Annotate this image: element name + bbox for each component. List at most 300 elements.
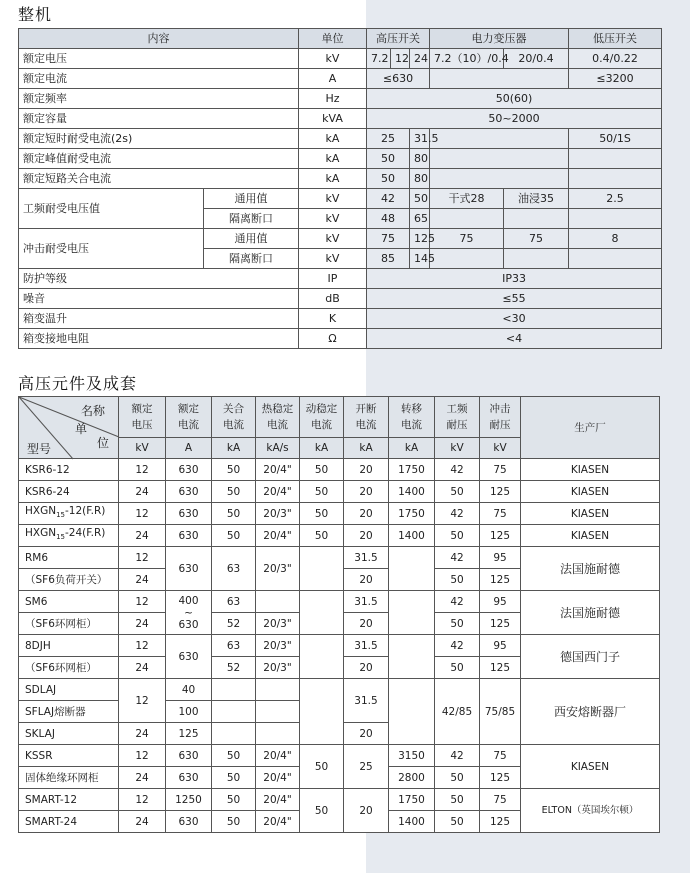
table-row — [19, 745, 660, 767]
table-cell: RM6 — [19, 547, 119, 569]
table-cell: kV — [299, 229, 367, 249]
table-cell — [389, 679, 435, 745]
table-cell: 1250 — [166, 789, 212, 811]
table-cell — [569, 149, 662, 169]
table-cell: 箱变温升 — [19, 309, 299, 329]
table-cell — [300, 635, 344, 679]
table-cell: kV — [435, 438, 480, 459]
table-cell: 20/3" — [256, 613, 300, 635]
table-cell: 20/4" — [256, 481, 300, 503]
table-cell: SM6 — [19, 591, 119, 613]
table-cell: 50 — [435, 657, 480, 679]
table-cell: 630 — [166, 635, 212, 679]
table-cell: 630 — [166, 503, 212, 525]
table-cell: ≤630 — [367, 69, 430, 89]
table-cell — [504, 249, 569, 269]
table-cell: A — [299, 69, 367, 89]
table-cell: 12 — [119, 503, 166, 525]
table-row — [19, 789, 660, 811]
table-row — [19, 129, 662, 149]
table-cell: 63 — [212, 635, 256, 657]
table-cell: 8DJH — [19, 635, 119, 657]
table-cell: 20 — [344, 503, 389, 525]
table-cell: 20/0.4 — [504, 49, 569, 69]
table-cell: IP — [299, 269, 367, 289]
table-cell: 75 — [480, 745, 521, 767]
table-cell: 63 — [212, 547, 256, 591]
table-cell: 24 — [410, 49, 430, 69]
table-cell: 65 — [410, 209, 430, 229]
table-cell: 80 — [410, 149, 430, 169]
table-cell: 2.5 — [569, 189, 662, 209]
table-cell: 24 — [119, 569, 166, 591]
table-cell: 75 — [504, 229, 569, 249]
table-cell: 50 — [212, 811, 256, 833]
table-cell: 50 — [410, 189, 430, 209]
table-cell: 20/3" — [256, 657, 300, 679]
table-cell: 630 — [166, 481, 212, 503]
table-cell: 42 — [367, 189, 410, 209]
table-cell: 3150 — [389, 745, 435, 767]
table-cell: A — [166, 438, 212, 459]
table-cell: 630 — [166, 547, 212, 591]
table-row — [19, 525, 660, 547]
table-cell: 额定电流 — [19, 69, 299, 89]
table-cell — [430, 69, 569, 89]
table-cell: 125 — [480, 481, 521, 503]
table-cell — [256, 723, 300, 745]
header-transformer: 电力变压器 — [430, 29, 569, 49]
table-cell: 额定容量 — [19, 109, 299, 129]
table-cell: 75 — [480, 503, 521, 525]
table-cell: 25 — [344, 745, 389, 789]
table-cell: 20 — [344, 789, 389, 833]
table-cell — [256, 701, 300, 723]
table-cell: 42 — [435, 635, 480, 657]
table-cell — [19, 525, 119, 547]
table-cell: 630 — [166, 811, 212, 833]
table-cell: 噪音 — [19, 289, 299, 309]
table-cell: IP33 — [367, 269, 662, 289]
table-cell: ≤55 — [367, 289, 662, 309]
table-cell: 12 — [119, 591, 166, 613]
table-cell: 125 — [480, 657, 521, 679]
section-title-complete-unit: 整机 — [18, 5, 53, 24]
table-cell: 1400 — [389, 525, 435, 547]
table-cell: 75 — [430, 229, 504, 249]
table-cell: 20 — [344, 525, 389, 547]
table-cell: kV — [299, 189, 367, 209]
table-cell: 8 — [569, 229, 662, 249]
table-cell: KIASEN — [521, 503, 660, 525]
section-title-hv-components: 高压元件及成套 — [18, 374, 138, 393]
table-cell — [212, 701, 256, 723]
table-cell: 42 — [435, 591, 480, 613]
corner-name-label: 名称 — [81, 404, 106, 418]
complete-unit-table — [18, 28, 662, 349]
table-cell: kA — [299, 149, 367, 169]
table-cell: Ω — [299, 329, 367, 349]
table-cell: kVA — [299, 109, 367, 129]
table-cell: SDLAJ — [19, 679, 119, 701]
table-cell: 干式28 — [430, 189, 504, 209]
table-row — [19, 289, 662, 309]
table-cell: KSR6-24 — [19, 481, 119, 503]
table-cell: 95 — [480, 547, 521, 569]
table-cell: 隔离断口 — [204, 209, 299, 229]
cell-text: -12(F.R) — [65, 505, 106, 518]
table-cell — [569, 169, 662, 189]
table-cell: 20 — [344, 459, 389, 481]
table-cell: （SF6环网柜） — [19, 613, 119, 635]
table-cell: 防护等级 — [19, 269, 299, 289]
table-cell: 50 — [300, 525, 344, 547]
cell-text: 15 — [56, 533, 66, 542]
table-cell: KIASEN — [521, 481, 660, 503]
table-cell: 145 — [410, 249, 430, 269]
table-cell: 50 — [212, 503, 256, 525]
table-cell: 50 — [212, 459, 256, 481]
header-corner — [19, 397, 119, 459]
table-cell: 42 — [435, 503, 480, 525]
table-cell — [389, 591, 435, 635]
table-cell: 24 — [119, 481, 166, 503]
table-cell: 125 — [166, 723, 212, 745]
table-cell: 95 — [480, 635, 521, 657]
table-cell: 75/85 — [480, 679, 521, 745]
table-cell: 75 — [480, 459, 521, 481]
table-cell: 75 — [367, 229, 410, 249]
hv-components-table — [18, 396, 660, 833]
table-cell: 24 — [119, 811, 166, 833]
table-cell: 12 — [391, 49, 410, 69]
table-cell: 固体绝缘环网柜 — [19, 767, 119, 789]
table-cell — [300, 679, 344, 745]
table-row — [19, 149, 662, 169]
table-cell: dB — [299, 289, 367, 309]
table-cell: kA — [344, 438, 389, 459]
header-lv-switch: 低压开关 — [569, 29, 662, 49]
header-cell: 冲击 耐压 — [480, 397, 521, 438]
table-cell — [389, 635, 435, 679]
header-cell: 转移 电流 — [389, 397, 435, 438]
header-cell: 动稳定 电流 — [300, 397, 344, 438]
table-cell: kA — [299, 129, 367, 149]
table-cell — [19, 503, 119, 525]
table-cell: 工频耐受电压值 — [19, 189, 204, 229]
table-cell — [430, 149, 569, 169]
table-cell: 额定频率 — [19, 89, 299, 109]
table-cell: 额定电压 — [19, 49, 299, 69]
table-cell: 42/85 — [435, 679, 480, 745]
table-cell: 通用值 — [204, 189, 299, 209]
table-cell: 20/4" — [256, 767, 300, 789]
table-row — [19, 591, 660, 613]
table-cell: kA — [299, 169, 367, 189]
table-cell: （SF6环网柜） — [19, 657, 119, 679]
header-hv-switch: 高压开关 — [367, 29, 430, 49]
table-cell: 20/4" — [256, 459, 300, 481]
table-cell: kV — [480, 438, 521, 459]
corner-model-label: 型号 — [27, 442, 52, 456]
table-cell: 31.5 — [410, 129, 430, 149]
table-cell: 20 — [344, 657, 389, 679]
table-row — [19, 329, 662, 349]
table-cell: KIASEN — [521, 459, 660, 481]
table-cell: 50 — [212, 745, 256, 767]
table-cell: 80 — [410, 169, 430, 189]
table-cell: 额定短时耐受电流(2s) — [19, 129, 299, 149]
table-row — [19, 89, 662, 109]
table-cell: 12 — [119, 679, 166, 723]
table-cell: 52 — [212, 613, 256, 635]
table-cell: 1400 — [389, 481, 435, 503]
table-cell: 125 — [480, 613, 521, 635]
table-cell: 油浸35 — [504, 189, 569, 209]
table-row — [19, 679, 660, 701]
table-cell: 25 — [367, 129, 410, 149]
table-row — [19, 109, 662, 129]
table-row — [19, 229, 662, 249]
table-cell: 100 — [166, 701, 212, 723]
header-cell: 额定 电流 — [166, 397, 212, 438]
header-cell: 关合 电流 — [212, 397, 256, 438]
cell-text: 15 — [56, 511, 66, 520]
table-cell: 50 — [435, 481, 480, 503]
table-cell: 630 — [166, 745, 212, 767]
table-cell: 50 — [300, 789, 344, 833]
table-cell: Hz — [299, 89, 367, 109]
table-cell: kA — [212, 438, 256, 459]
table-cell: 通用值 — [204, 229, 299, 249]
table-cell — [212, 723, 256, 745]
table-cell: 24 — [119, 613, 166, 635]
table-cell: 12 — [119, 789, 166, 811]
cell-text: ~ — [184, 606, 193, 619]
table-cell: 12 — [119, 459, 166, 481]
corner-unit-label: 单 — [75, 422, 88, 436]
header-cell: 工频 耐压 — [435, 397, 480, 438]
table-cell: 50 — [212, 789, 256, 811]
cell-text: 630 — [178, 618, 199, 631]
table-row — [19, 49, 662, 69]
table-row — [19, 635, 660, 657]
table-cell: <4 — [367, 329, 662, 349]
table-cell: 50 — [435, 525, 480, 547]
table-cell: 12 — [119, 635, 166, 657]
table-cell: SKLAJ — [19, 723, 119, 745]
table-cell — [430, 209, 504, 229]
table-header-row — [19, 29, 662, 49]
table-row — [19, 459, 660, 481]
table-cell: 隔离断口 — [204, 249, 299, 269]
table-cell: 7.2（10）/0.4 — [430, 49, 504, 69]
table-cell: KIASEN — [521, 525, 660, 547]
table-cell — [256, 591, 300, 613]
table-cell: 1750 — [389, 789, 435, 811]
table-cell: 1750 — [389, 503, 435, 525]
table-cell — [430, 249, 504, 269]
table-cell: 125 — [480, 811, 521, 833]
table-cell: K — [299, 309, 367, 329]
table-cell: KIASEN — [521, 745, 660, 789]
table-cell: 20/4" — [256, 745, 300, 767]
table-cell: 24 — [119, 767, 166, 789]
table-cell: 50(60) — [367, 89, 662, 109]
table-cell: 50 — [367, 149, 410, 169]
corner-unit-label-2: 位 — [97, 436, 110, 450]
table-cell — [504, 209, 569, 229]
table-cell: 50 — [300, 481, 344, 503]
table-cell: 75 — [480, 789, 521, 811]
table-cell: 630 — [166, 767, 212, 789]
table-cell: 50 — [435, 789, 480, 811]
table-cell: 125 — [480, 569, 521, 591]
table-cell: kV — [299, 249, 367, 269]
table-cell: 125 — [480, 525, 521, 547]
table-cell: 20 — [344, 481, 389, 503]
header-cell: 开断 电流 — [344, 397, 389, 438]
table-cell: 50~2000 — [367, 109, 662, 129]
table-cell: 31.5 — [344, 679, 389, 723]
cell-text: HXGN — [25, 505, 57, 518]
table-cell: KSR6-12 — [19, 459, 119, 481]
table-cell: kA — [389, 438, 435, 459]
table-cell: 法国施耐德 — [521, 591, 660, 635]
table-cell — [430, 129, 569, 149]
header-cell: 额定 电压 — [119, 397, 166, 438]
table-cell: 50 — [435, 811, 480, 833]
table-cell: 20/4" — [256, 525, 300, 547]
table-cell — [300, 591, 344, 635]
table-cell: 50 — [300, 745, 344, 789]
table-cell: 12 — [119, 547, 166, 569]
table-cell: 20/4" — [256, 789, 300, 811]
table-cell: 42 — [435, 459, 480, 481]
table-row — [19, 69, 662, 89]
table-cell: SFLAJ熔断器 — [19, 701, 119, 723]
table-cell: （SF6负荷开关） — [19, 569, 119, 591]
table-cell — [300, 547, 344, 591]
table-cell: 50 — [435, 767, 480, 789]
table-cell: 85 — [367, 249, 410, 269]
table-cell: 1400 — [389, 811, 435, 833]
table-cell: 125 — [410, 229, 430, 249]
table-cell — [569, 249, 662, 269]
table-cell: 50 — [212, 481, 256, 503]
table-cell: 31.5 — [344, 547, 389, 569]
table-cell: 12 — [119, 745, 166, 767]
table-cell: 50/1S — [569, 129, 662, 149]
table-cell: 额定峰值耐受电流 — [19, 149, 299, 169]
table-row — [19, 547, 660, 569]
table-cell: kV — [299, 49, 367, 69]
table-cell: 7.2 — [367, 49, 391, 69]
table-cell: 630 — [166, 525, 212, 547]
header-manufacturer: 生产厂 — [521, 397, 660, 459]
table-cell: 50 — [367, 169, 410, 189]
table-cell: SMART-24 — [19, 811, 119, 833]
table-cell: 50 — [435, 613, 480, 635]
table-cell: 0.4/0.22 — [569, 49, 662, 69]
table-cell: 31.5 — [344, 635, 389, 657]
table-cell: 20 — [344, 613, 389, 635]
table-cell: 24 — [119, 657, 166, 679]
table-cell: 20/4" — [256, 811, 300, 833]
table-row — [19, 269, 662, 289]
table-cell: 630 — [166, 459, 212, 481]
table-row — [19, 169, 662, 189]
table-cell — [430, 169, 569, 189]
table-cell — [212, 679, 256, 701]
table-cell: 20 — [344, 723, 389, 745]
table-header-row — [19, 397, 660, 438]
table-cell: 1750 — [389, 459, 435, 481]
table-cell — [166, 591, 212, 635]
table-cell: kA — [300, 438, 344, 459]
table-cell: kV — [299, 209, 367, 229]
cell-text: 400 — [178, 594, 199, 607]
table-cell — [256, 679, 300, 701]
table-cell: 40 — [166, 679, 212, 701]
table-cell: 20/3" — [256, 547, 300, 591]
table-cell: 24 — [119, 723, 166, 745]
table-cell: kA/s — [256, 438, 300, 459]
table-cell: 20/3" — [256, 635, 300, 657]
table-row — [19, 481, 660, 503]
table-cell: 额定短路关合电流 — [19, 169, 299, 189]
table-cell: 箱变接地电阻 — [19, 329, 299, 349]
table-cell: 法国施耐德 — [521, 547, 660, 591]
header-content: 内容 — [19, 29, 299, 49]
table-cell: SMART-12 — [19, 789, 119, 811]
header-cell: 热稳定 电流 — [256, 397, 300, 438]
cell-text: HXGN — [25, 527, 57, 540]
table-cell: 63 — [212, 591, 256, 613]
table-cell — [569, 209, 662, 229]
table-cell: ≤3200 — [569, 69, 662, 89]
table-cell: 31.5 — [344, 591, 389, 613]
table-cell: 50 — [300, 459, 344, 481]
cell-text: -24(F.R) — [65, 527, 106, 540]
table-cell: <30 — [367, 309, 662, 329]
table-cell: 125 — [480, 767, 521, 789]
table-cell: 48 — [367, 209, 410, 229]
table-cell: 德国西门子 — [521, 635, 660, 679]
table-cell — [389, 547, 435, 591]
table-cell: 20 — [344, 569, 389, 591]
header-unit: 单位 — [299, 29, 367, 49]
table-cell: 52 — [212, 657, 256, 679]
table-cell: 50 — [212, 767, 256, 789]
table-cell: 24 — [119, 525, 166, 547]
table-cell: 50 — [212, 525, 256, 547]
table-cell: ELTON（英国埃尔顿） — [521, 789, 660, 833]
table-cell: 西安熔断器厂 — [521, 679, 660, 745]
table-cell: kV — [119, 438, 166, 459]
table-cell: 50 — [300, 503, 344, 525]
table-cell: 42 — [435, 547, 480, 569]
table-cell: 冲击耐受电压 — [19, 229, 204, 269]
table-row — [19, 189, 662, 209]
table-cell: KSSR — [19, 745, 119, 767]
table-cell: 20/3" — [256, 503, 300, 525]
table-row — [19, 503, 660, 525]
table-cell: 95 — [480, 591, 521, 613]
table-row — [19, 309, 662, 329]
table-cell: 42 — [435, 745, 480, 767]
table-cell: 50 — [435, 569, 480, 591]
